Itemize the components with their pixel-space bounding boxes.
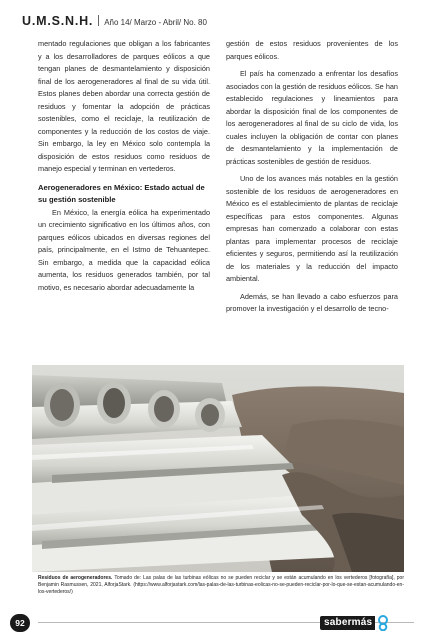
turbine-blades-photo — [32, 365, 404, 572]
page-number: 92 — [10, 614, 30, 632]
sabermas-logo — [320, 614, 391, 632]
left-paragraph-1: mentado regulaciones que obligan a los fabricantes y a los desarrolladores de parques eólicos a que tengan planes de desmantelamiento y disposición final de los aerogeneradores al final de su vida útil. Estos planes deben abordar una correcta gestión de residuos y fomentar la adopción de prácticas sostenibles, como el reciclaje, la reutilización de componentes y la reducción de los costos de viaje. Sin embargo, la ley en México solo contempla la disposición de estos residuos como residuos de manejo especial y terminan en vertederos. — [38, 39, 210, 173]
right-column — [226, 38, 398, 316]
photo-caption — [38, 575, 404, 597]
right-paragraph-4: Además, se han llevado a cabo esfuerzos para promover la investigación y el desarrollo de tecno- — [226, 291, 398, 313]
page-footer — [0, 612, 436, 640]
right-paragraph-3: Uno de los avances más notables en la gestión sostenible de los residuos de aerogeneradores en México es el establecimiento de plantas de reciclaje específicas para estos componentes. Algunas empresas han comenzado a colaborar con estas plantas para implementar procesos de reciclaje eficientes y seguros, permitiendo así la reutilización de los materiales y la reducción del impacto ambiental. — [226, 174, 398, 283]
logo-text: sabermás — [320, 616, 375, 630]
right-paragraph-2: El país ha comenzado a enfrentar los desafíos asociados con la gestión de residuos eólicos. Se han establecido regulaciones y lineamientos para abordar la disposición final de los componentes de los aerogeneradores al final de su ciclo de vida, los cuales incluyen la obligación de contar con planes de desmantelamiento y la implementación de prácticas sostenibles de gestión de residuos. — [226, 69, 398, 166]
page-header — [22, 14, 207, 30]
header-divider — [98, 15, 99, 26]
logo-mark-icon — [375, 615, 391, 631]
section-heading: Aerogeneradores en México: Estado actual de su gestión sostenible — [38, 182, 205, 204]
issue-info: Año 14/ Marzo - Abril/ No. 80 — [104, 18, 207, 27]
caption-title: Residuos de aerogeneradores. — [38, 575, 113, 581]
left-column — [38, 38, 210, 294]
left-paragraph-2: En México, la energía eólica ha experimentado un crecimiento significativo en los últimos años, con parques eólicos ubicados en diversas regiones del país, principalmente, en el Istmo de Tehuantepec. Sin embargo, a medida que la capacidad eólica aumenta, los residuos generados también, por tal motivo, es necesario abordar adecuadamente la — [38, 207, 210, 292]
journal-brand: U.M.S.N.H. — [22, 14, 94, 28]
caption-body: Tomado de: Las palas de las turbinas eólicas no se pueden reciclar y se están acumulando en los vertederos [fotografía], por Benjamin Rasmussen, 2021, AlforjaStark. (https://www.alforjastark.com/las-palas-de-las-turbinas-eolicas-no-se-pueden-reciclar-por-lo-que-se-estan-acumulando-en-los-vertederos/) — [38, 575, 404, 596]
right-paragraph-1: gestión de estos residuos provenientes de los parques eólicos. — [226, 39, 398, 61]
